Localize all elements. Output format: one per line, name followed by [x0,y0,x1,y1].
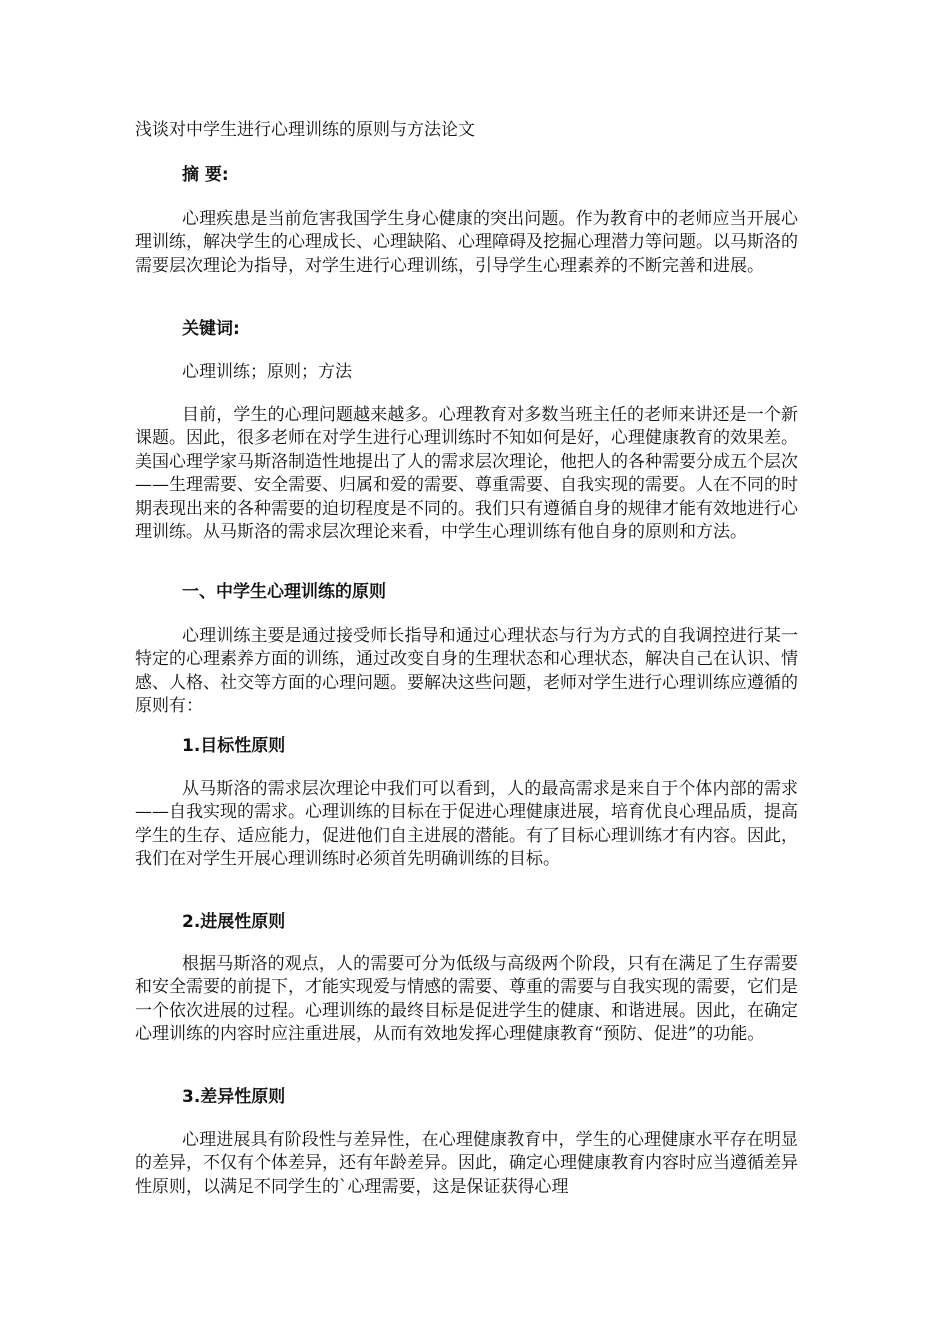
section-heading-principles: 一、中学生心理训练的原则 [182,582,386,602]
keywords-text: 心理训练；原则；方法 [182,362,352,382]
section-principles-paragraph: 心理训练主要是通过接受师长指导和通过心理状态与行为方式的自我调控进行某一特定的心理素养方面的训练，通过改变自身的生理状态和心理状态，解决自己在认识、情感、人格、社交等方面的心理问题。要解决这些问题，老师对学生进行心理训练应遵循的原则有： [135,626,798,717]
principle-progress-paragraph: 根据马斯洛的观点，人的需要可分为低级与高级两个阶段，只有在满足了生存需要和安全需要的前提下，才能实现爱与情感的需要、尊重的需要与自我实现的需要，它们是一个依次进展的过程。心理训练的最终目标是促进学生的健康、和谐进展。因此，在确定心理训练的内容时应注重进展，从而有效地发挥心理健康教育“预防、促进”的功能。 [135,954,798,1045]
keywords-heading: 关键词: [182,319,240,339]
intro-paragraph: 目前，学生的心理问题越来越多。心理教育对多数当班主任的老师来讲还是一个新课题。因此，很多老师在对学生进行心理训练时不知如何是好，心理健康教育的效果差。美国心理学家马斯洛制造性地提出了人的需求层次理论，他把人的各种需要分成五个层次——生理需要、安全需要、归属和爱的需要、尊重需要、自我实现的需要。人在不同的时期表现出来的各种需要的迫切程度是不同的。我们只有遵循自身的规律才能有效地进行心理训练。从马斯洛的需求层次理论来看，中学生心理训练有他自身的原则和方法。 [135,405,798,543]
abstract-paragraph: 心理疾患是当前危害我国学生身心健康的突出问题。作为教育中的老师应当开展心理训练，解决学生的心理成长、心理缺陷、心理障碍及挖掘心理潜力等问题。以马斯洛的需要层次理论为指导，对学生进行心理训练，引导学生心理素养的不断完善和进展。 [135,209,798,276]
principle-difference-paragraph: 心理进展具有阶段性与差异性，在心理健康教育中，学生的心理健康水平存在明显的差异，不仅有个体差异，还有年龄差异。因此，确定心理健康教育内容时应当遵循差异性原则，以满足不同学生的`心理需要，这是保证获得心理 [135,1130,798,1197]
principle-heading-progress: 2.进展性原则 [182,912,286,932]
principle-heading-goal: 1.目标性原则 [182,736,286,756]
principle-goal-paragraph: 从马斯洛的需求层次理论中我们可以看到，人的最高需求是来自于个体内部的需求——自我实现的需求。心理训练的目标在于促进心理健康进展，培育优良心理品质，提高学生的生存、适应能力，促进他们自主进展的潜能。有了目标心理训练才有内容。因此，我们在对学生开展心理训练时必须首先明确训练的目标。 [135,779,798,870]
document-title: 浅谈对中学生进行心理训练的原则与方法论文 [135,120,475,140]
principle-heading-difference: 3.差异性原则 [182,1087,286,1107]
abstract-heading: 摘 要: [182,165,229,185]
